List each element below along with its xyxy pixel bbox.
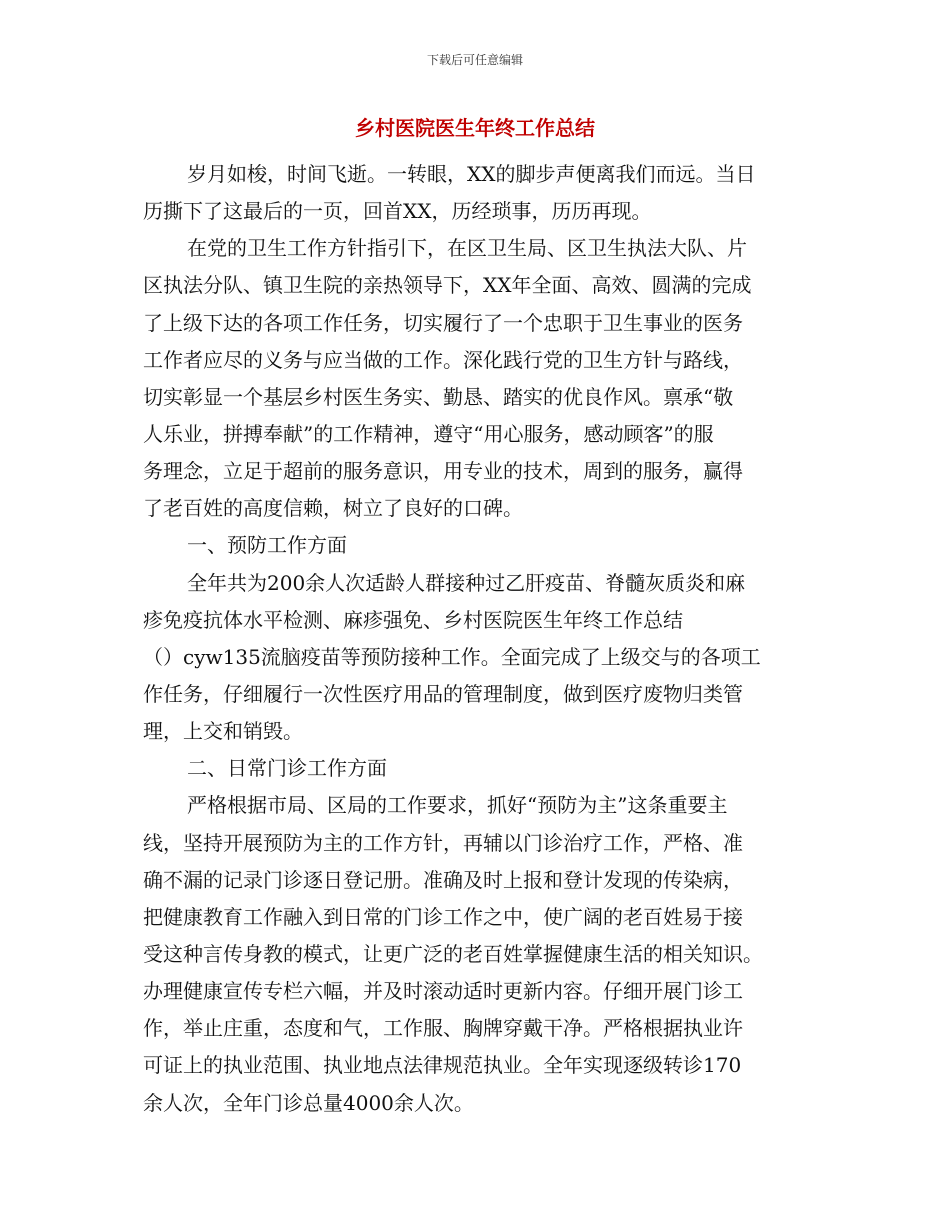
text-line: 线，坚持开展预防为主的工作方针，再辅以门诊治疗工作，严格、准 (143, 830, 743, 855)
text-line: 作任务，仔细履行一次性医疗用品的管理制度，做到医疗废物归类管 (143, 681, 743, 706)
text-line: 受这种言传身教的模式，让更广泛的老百姓掌握健康生活的相关知识。 (143, 941, 763, 966)
text-line: 可证上的执业范围、执业地点法律规范执业。全年实现逐级转诊170 (143, 1053, 742, 1078)
text-line: 工作者应尽的义务与应当做的工作。深化践行党的卫生方针与路线， (143, 347, 743, 372)
text-line: 历撕下了这最后的一页，回首XX，历经琐事，历历再现。 (143, 199, 652, 224)
download-note: 下载后可任意编辑 (426, 53, 523, 67)
text-line: 区执法分队、镇卫生院的亲热领导下，XX年全面、高效、圆满的完成 (143, 273, 752, 298)
text-line: 全年共为200余人次适龄人群接种过乙肝疫苗、脊髓灰质炎和麻 (187, 570, 746, 595)
text-line: 确不漏的记录门诊逐日登记册。准确及时上报和登计发现的传染病， (143, 867, 743, 892)
text-line: 切实彰显一个基层乡村医生务实、勤恳、踏实的优良作风。禀承“敬 (143, 384, 734, 409)
text-line: 了上级下达的各项工作任务，切实履行了一个忠职于卫生事业的医务 (143, 310, 743, 335)
text-line: 作，举止庄重，态度和气，工作服、胸牌穿戴干净。严格根据执业许 (143, 1016, 743, 1041)
text-line: 人乐业，拼搏奉献”的工作精神，遵守“用心服务，感动顾客”的服 (143, 421, 714, 446)
document-title: 乡村医院医生年终工作总结 (355, 116, 595, 140)
text-line: 在党的卫生工作方针指引下，在区卫生局、区卫生执法大队、片 (187, 236, 747, 261)
text-line: 余人次，全年门诊总量4000余人次。 (143, 1090, 474, 1115)
document-body (143, 156, 809, 1122)
text-line: 把健康教育工作融入到日常的门诊工作之中，使广阔的老百姓易于接 (143, 904, 743, 929)
text-line: 疹免疫抗体水平检测、麻疹强免、乡村医院医生年终工作总结 (143, 607, 683, 632)
text-line: （）cyw135流脑疫苗等预防接种工作。全面完成了上级交与的各项工 (143, 644, 761, 669)
text-line: 严格根据市局、区局的工作要求，抓好“预防为主”这条重要主 (187, 793, 728, 818)
text-line: 理，上交和销毁。 (143, 719, 303, 744)
text-line: 务理念，立足于超前的服务意识，用专业的技术，周到的服务，赢得 (143, 459, 743, 484)
text-line: 岁月如梭，时间飞逝。一转眼，XX的脚步声便离我们而远。当日 (187, 162, 756, 186)
text-line: 了老百姓的高度信赖，树立了良好的口碑。 (143, 496, 523, 521)
text-line: 办理健康宣传专栏六幅，并及时滚动适时更新内容。仔细开展门诊工 (143, 979, 743, 1004)
text-line: 二、日常门诊工作方面 (187, 756, 387, 781)
text-line: 一、预防工作方面 (187, 533, 347, 558)
